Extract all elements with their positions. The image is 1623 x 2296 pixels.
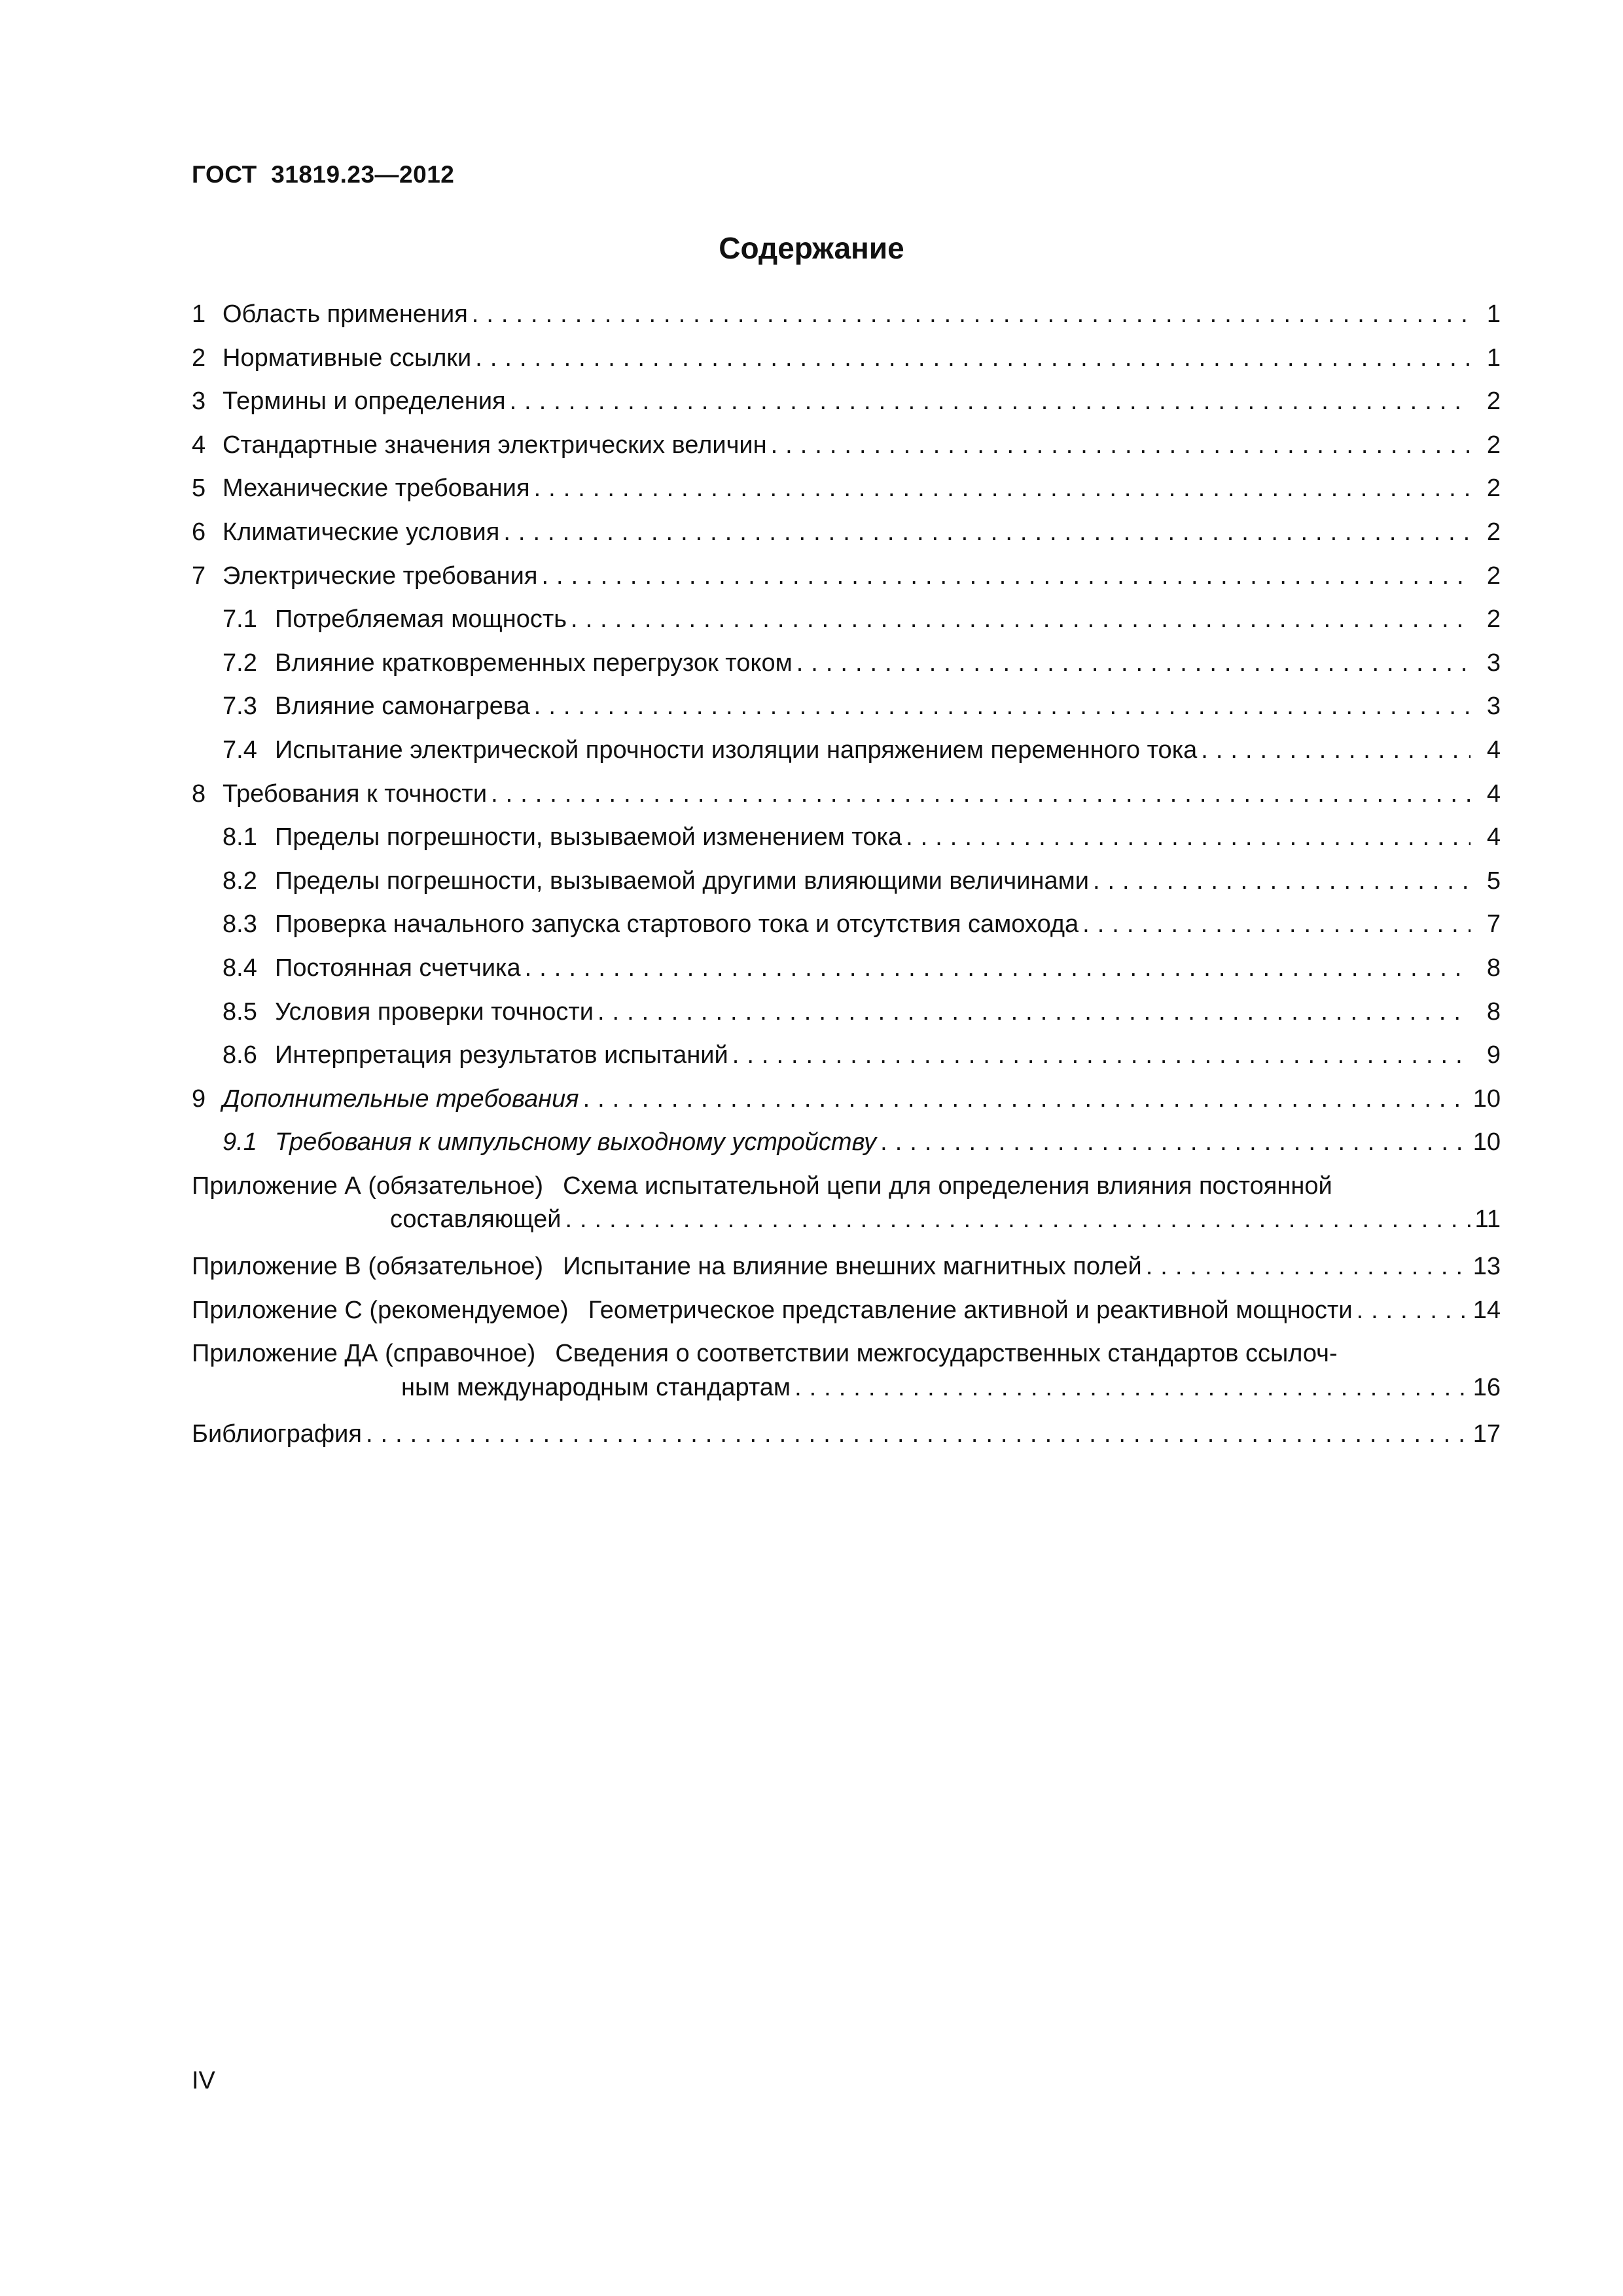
toc-entry-7-2[interactable] <box>192 641 1501 685</box>
appendix-title: Геометрическое представление активной и реактивной мощности <box>588 1296 1353 1324</box>
toc-entry-page: 2 <box>1486 518 1501 546</box>
toc-entry-title: Постоянная счетчика <box>275 954 521 982</box>
appendix-title-cont: ным международным стандартам <box>401 1373 791 1401</box>
toc-entry-page: 2 <box>1486 475 1501 503</box>
toc-entry-title: Стандартные значения электрических величин <box>223 431 767 459</box>
toc-entry-title: Испытание электрической прочности изоляции напряжением переменного тока <box>275 736 1198 764</box>
table-of-contents <box>192 293 1501 1456</box>
dot-leader <box>880 1121 1469 1164</box>
appendix-name: Приложение А (обязательное) <box>192 1172 544 1200</box>
toc-entry-number: 7.3 <box>223 692 257 721</box>
toc-entry-title: Условия проверки точности <box>275 997 594 1026</box>
toc-entry-9-1[interactable] <box>192 1121 1501 1164</box>
toc-entry-page: 3 <box>1486 649 1501 677</box>
dot-leader <box>525 946 1471 990</box>
toc-entry-number: 8.2 <box>223 867 257 895</box>
dot-leader <box>534 685 1471 728</box>
toc-entry-page: 4 <box>1486 736 1501 764</box>
toc-entry-page: 2 <box>1486 431 1501 459</box>
toc-appendix-da[interactable] <box>192 1332 1501 1412</box>
toc-entry-page: 17 <box>1472 1420 1501 1448</box>
toc-entry-title: Требования к импульсному выходному устройству <box>275 1128 877 1157</box>
toc-entry-number: 8.5 <box>223 997 257 1026</box>
appendix-name: Приложение С (рекомендуемое) <box>192 1296 569 1324</box>
appendix-title: Сведения о соответствии межгосударственных стандартов ссылоч- <box>555 1340 1338 1368</box>
dot-leader <box>771 423 1471 467</box>
toc-entry-title: Проверка начального запуска стартового тока и отсутствия самохода <box>275 910 1079 939</box>
toc-entry-page: 16 <box>1472 1373 1501 1401</box>
dot-leader <box>491 772 1471 816</box>
dot-leader <box>510 380 1471 423</box>
dot-leader <box>565 1201 1471 1238</box>
toc-entry-number: 8.6 <box>223 1041 257 1069</box>
toc-entry-number: 8.3 <box>223 910 257 939</box>
toc-entry-1[interactable] <box>192 293 1501 336</box>
dot-leader <box>906 816 1471 859</box>
toc-entry-page: 4 <box>1486 823 1501 852</box>
appendix-title: Схема испытательной цепи для определения влияния постоянной <box>563 1172 1332 1200</box>
toc-entry-9[interactable] <box>192 1077 1501 1121</box>
toc-entry-7-1[interactable] <box>192 598 1501 641</box>
toc-entry-number: 6 <box>192 518 206 546</box>
dot-leader <box>571 598 1471 641</box>
toc-entry-bibliography[interactable] <box>192 1412 1501 1456</box>
toc-entry-page: 8 <box>1486 954 1501 982</box>
toc-entry-8-6[interactable] <box>192 1033 1501 1077</box>
dot-leader <box>472 293 1471 336</box>
dot-leader <box>796 641 1471 685</box>
toc-entry-number: 8 <box>192 780 206 808</box>
toc-entry-page: 3 <box>1486 692 1501 721</box>
toc-entry-page: 2 <box>1486 387 1501 416</box>
toc-entry-page: 14 <box>1472 1296 1501 1324</box>
toc-entry-7-4[interactable] <box>192 728 1501 772</box>
dot-leader <box>597 990 1471 1034</box>
dot-leader <box>366 1412 1469 1456</box>
dot-leader <box>503 511 1471 554</box>
toc-entry-number: 8.4 <box>223 954 257 982</box>
toc-entry-8-1[interactable] <box>192 816 1501 859</box>
toc-entry-number: 7.4 <box>223 736 257 764</box>
toc-entry-title: Пределы погрешности, вызываемой другими влияющими величинами <box>275 867 1089 895</box>
toc-entry-title: Область применения <box>223 300 468 328</box>
toc-entry-page: 1 <box>1486 300 1501 328</box>
toc-entry-8[interactable] <box>192 772 1501 816</box>
toc-entry-page: 10 <box>1472 1085 1501 1113</box>
toc-entry-title: Механические требования <box>223 475 530 503</box>
toc-appendix-b[interactable] <box>192 1245 1501 1289</box>
toc-entry-number: 7.1 <box>223 605 257 634</box>
dot-leader <box>1093 859 1471 903</box>
toc-entry-number: 1 <box>192 300 206 328</box>
toc-entry-page: 1 <box>1486 344 1501 372</box>
dot-leader <box>583 1077 1469 1121</box>
toc-entry-title: Библиография <box>192 1420 362 1448</box>
toc-entry-8-4[interactable] <box>192 946 1501 990</box>
toc-entry-title: Требования к точности <box>223 780 488 808</box>
toc-entry-3[interactable] <box>192 380 1501 423</box>
toc-entry-number: 2 <box>192 344 206 372</box>
toc-entry-number: 3 <box>192 387 206 416</box>
appendix-name: Приложение В (обязательное) <box>192 1253 544 1281</box>
toc-entry-title: Электрические требования <box>223 562 538 590</box>
toc-entry-title: Интерпретация результатов испытаний <box>275 1041 728 1069</box>
toc-entry-6[interactable] <box>192 511 1501 554</box>
toc-entry-number: 5 <box>192 475 206 503</box>
toc-entry-number: 8.1 <box>223 823 257 852</box>
toc-entry-4[interactable] <box>192 423 1501 467</box>
toc-entry-title: Влияние кратковременных перегрузок током <box>275 649 793 677</box>
toc-entry-title: Дополнительные требования <box>223 1085 579 1113</box>
toc-entry-title: Нормативные ссылки <box>223 344 472 372</box>
toc-entry-number: 7.2 <box>223 649 257 677</box>
toc-entry-number: 7 <box>192 562 206 590</box>
dot-leader <box>1357 1289 1469 1333</box>
toc-entry-page: 13 <box>1472 1253 1501 1281</box>
toc-entry-page: 5 <box>1486 867 1501 895</box>
toc-entry-page: 2 <box>1486 562 1501 590</box>
toc-appendix-c[interactable] <box>192 1289 1501 1333</box>
toc-entry-5[interactable] <box>192 467 1501 511</box>
toc-entry-page: 10 <box>1472 1128 1501 1157</box>
appendix-title-cont: составляющей <box>390 1206 562 1234</box>
toc-entry-page: 8 <box>1486 997 1501 1026</box>
toc-title: Содержание <box>719 231 904 265</box>
toc-entry-title: Влияние самонагрева <box>275 692 530 721</box>
dot-leader <box>1201 728 1471 772</box>
dot-leader <box>475 336 1471 380</box>
toc-entry-page: 11 <box>1474 1206 1501 1234</box>
dot-leader <box>794 1369 1469 1406</box>
toc-entry-7-3[interactable] <box>192 685 1501 728</box>
toc-entry-number: 9.1 <box>223 1128 257 1157</box>
toc-entry-title: Климатические условия <box>223 518 500 546</box>
dot-leader <box>1146 1245 1469 1289</box>
dot-leader <box>1082 903 1471 946</box>
toc-entry-8-3[interactable] <box>192 903 1501 946</box>
dot-leader <box>732 1033 1471 1077</box>
toc-entry-page: 7 <box>1486 910 1501 939</box>
toc-entry-page: 9 <box>1486 1041 1501 1069</box>
toc-entry-page: 4 <box>1486 780 1501 808</box>
toc-entry-8-5[interactable] <box>192 990 1501 1034</box>
dot-leader <box>541 554 1471 598</box>
toc-entry-title: Пределы погрешности, вызываемой изменением тока <box>275 823 902 852</box>
document-id-header: ГОСТ 31819.23—2012 <box>192 161 455 188</box>
toc-appendix-a[interactable] <box>192 1164 1501 1245</box>
page-number: IV <box>192 2067 215 2094</box>
toc-entry-page: 2 <box>1486 605 1501 634</box>
toc-entry-7[interactable] <box>192 554 1501 598</box>
dot-leader <box>534 467 1471 511</box>
appendix-name: Приложение ДА (справочное) <box>192 1340 536 1368</box>
toc-entry-number: 4 <box>192 431 206 459</box>
toc-entry-title: Потребляемая мощность <box>275 605 567 634</box>
toc-entry-number: 9 <box>192 1085 206 1113</box>
appendix-title: Испытание на влияние внешних магнитных полей <box>563 1253 1142 1281</box>
toc-entry-8-2[interactable] <box>192 859 1501 903</box>
toc-entry-title: Термины и определения <box>223 387 506 416</box>
toc-entry-2[interactable] <box>192 336 1501 380</box>
